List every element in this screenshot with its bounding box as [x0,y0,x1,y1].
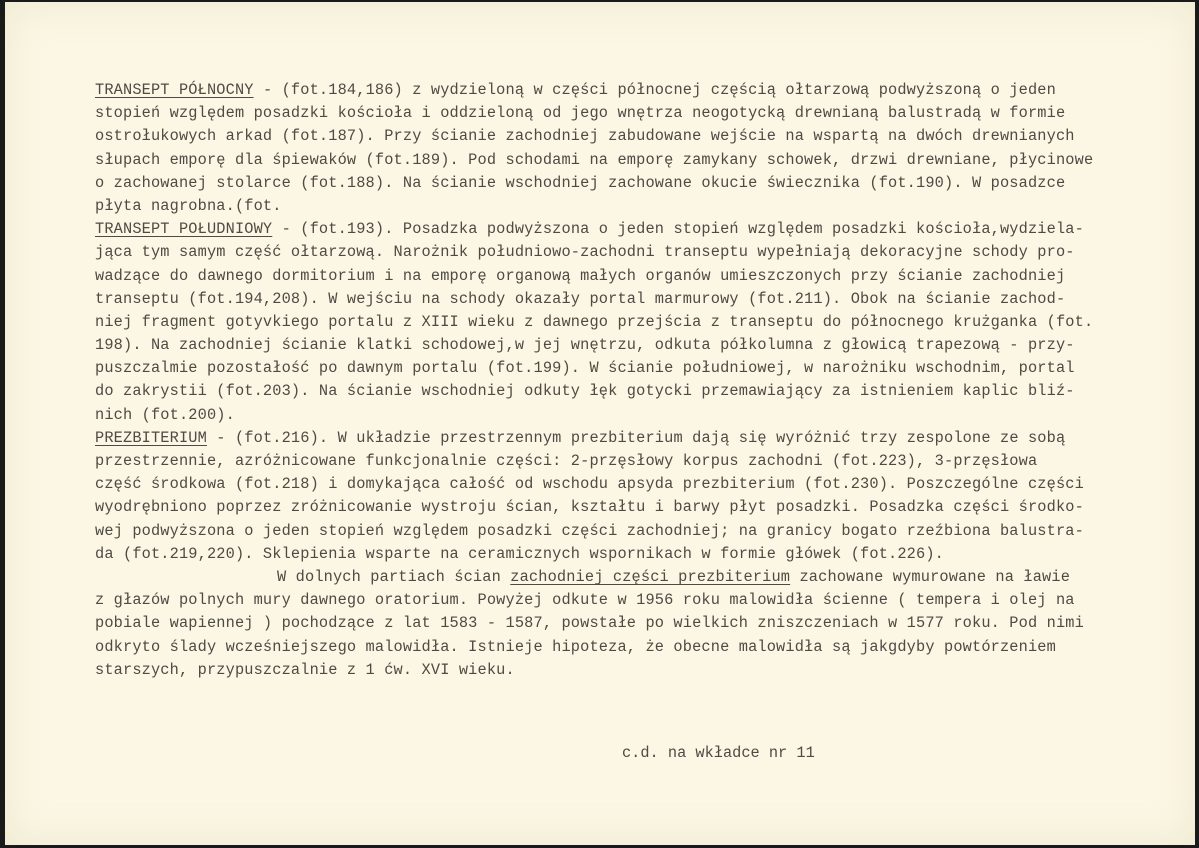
text-line: stopień względem posadzki kościoła i oddzieloną od jego wnętrza neogotycką drewnianą balustradą w formie [95,104,1066,123]
heading-transept-north: TRANSEPT PÓŁNOCNY [95,81,254,99]
text-line: nich (fot.200). [95,405,235,424]
text-line: do zakrystii (fot.203). Na ścianie wschodniej odkuty łęk gotycki przemawiający za istnieniem kaplic bliź- [95,382,1075,401]
text-line: da (fot.219,220). Sklepienia wsparte na ceramicznych wspornikach w formie główek (fot.226). [95,544,944,563]
text-line: przestrzennie, azróżnicowane funkcjonalnie części: 2-przęsłowy korpus zachodni (fot.223), 3-przęsłowa [95,452,1038,470]
text-line: słupach emporę dla śpiewaków (fot.189). Pod schodami na emporę zamykany schowek, drzwi drewniane, płycinowe [95,150,1094,169]
text-line: wadzące do dawnego dormitorium i na emporę organową małych organów umieszczonych przy ścianie zachodniej [95,266,1066,285]
text-line: wyodrębniono poprzez zróżnicowanie wystroju ścian, kształtu i barwy płyt posadzki. Posadzka części środko- [95,498,1084,517]
typewritten-page [5,2,1195,845]
text-line: pobiale wapiennej ) pochodzące z lat 1583 - 1587, powstałe po wielkich zniszczeniach w 1577 roku. Pod nimi [95,614,1084,633]
underlined-phrase: zachodniej części prezbiterium [510,567,791,586]
text-line: wej podwyższona o jeden stopień względem posadzki części zachodniej; na granicy bogato rzeźbiona balustra- [95,521,1084,540]
text-line: ostrołukowych arkad (fot.187). Przy ścianie zachodniej zabudowane wejście na wspartą na dwóch drewnianych [95,127,1075,146]
text-line: transeptu (fot.194,208). W wejściu na schody okazały portal marmurowy (fot.211). Obok na ścianie zachod- [95,289,1066,308]
section-presbytery-line-1: PREZBITERIUM - (fot.216). W układzie przestrzennym prezbiterium dają się wyróżnić trzy zespolone ze sobą [95,428,1066,447]
heading-presbytery: PREZBITERIUM [95,428,207,447]
text-line: o zachowanej stolarce (fot.188). Na ścianie wschodniej zachowane okucie świecznika (fot.190). W posadzce [95,173,1066,192]
section-transept-north-line-1: TRANSEPT PÓŁNOCNY - (fot.184,186) z wydzieloną w części północnej częścią ołtarzową podwyższoną o jeden [95,81,1056,99]
text-line: niej fragment gotyvkiego portalu z XIII wieku z dawnego przejścia z transeptu do północnego krużganka (fot. [95,312,1094,331]
text-line: starszych, przypuszczalnie z 1 ćw. XVI wieku. [95,660,515,679]
text-line: 198). Na zachodniej ścianie klatki schodowej,w jej wnętrzu, odkuta półkolumna z głowicą trapezową - przy- [95,336,1075,355]
section-transept-south-line-1: TRANSEPT POŁUDNIOWY - (fot.193). Posadzka podwyższona o jeden stopień względem posadzki kościoła,wydziela- [95,220,1084,239]
text-line: z głazów polnych mury dawnego oratorium. Powyżej odkute w 1956 roku malowidła ścienne ( tempera i olej na [95,591,1075,610]
continuation-note: c.d. na wkładce nr 11 [622,744,815,762]
heading-transept-south: TRANSEPT POŁUDNIOWY [95,220,273,239]
text-line: jąca tym samym część ołtarzową. Narożnik południowo-zachodni transeptu wypełniają dekoracyjne schody pro- [95,243,1075,262]
text-line: puszczalmie pozostałość po dawnym portalu (fot.199). W ścianie południowej, w narożniku wschodnim, portal [95,359,1075,378]
text-line: odkryto ślady wcześniejszego malowidła. Istnieje hipoteza, że obecne malowidła są jakgdyby powtórzeniem [95,637,1056,656]
paragraph-oratory-line-1: W dolnych partiach ścian zachodniej części prezbiterium zachowane wymurowane na ławie [277,567,1071,586]
document-body [95,79,1175,682]
text-line: część środkowa (fot.218) i domykająca całość od wschodu apsyda prezbiterium (fot.230). Poszczególne części [95,475,1084,494]
text-line: płyta nagrobna.(fot. [95,196,282,215]
